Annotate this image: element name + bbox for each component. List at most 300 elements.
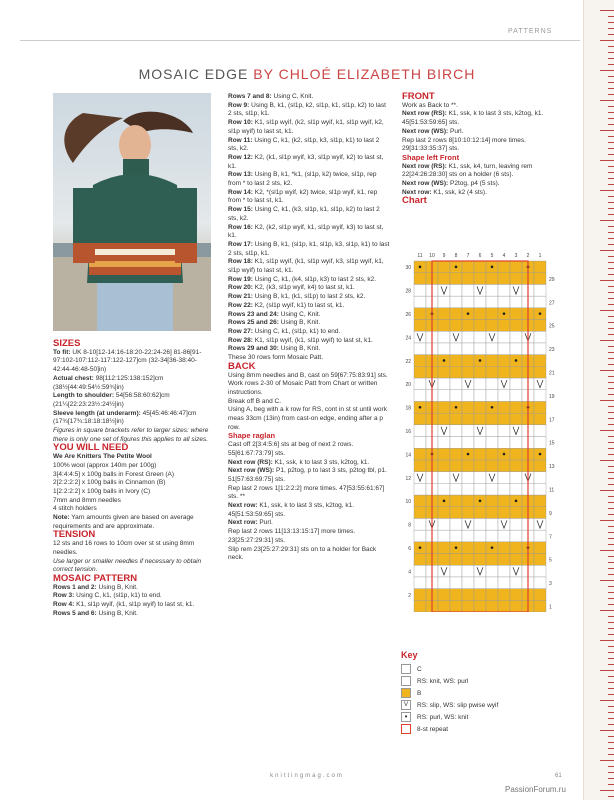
chart-purl-dot [443,359,446,362]
paragraph-lead: Row 9: [228,101,250,109]
chart-cell [438,390,450,402]
chart-cell [474,413,486,425]
paragraph [228,224,390,241]
chart-cell [414,366,426,378]
chart-cell [498,589,510,601]
ruler-tick [608,484,614,485]
chart-purl-dot [491,406,494,409]
paragraph-text: K1, ssk, k to last 3 sts, k2tog, k1. 45[51:53:59:65] sts. [402,110,544,127]
chart-cell [474,343,486,355]
paragraph-lead: Next row (WS): [402,180,449,188]
ruler-tick [600,10,614,11]
chart-cell [486,448,498,460]
chart-cell [462,343,474,355]
chart-cell [486,577,498,589]
ruler-tick [608,574,614,575]
ruler-tick [608,406,614,407]
chart-row-number: 28 [405,288,411,295]
ruler-tick [600,520,614,521]
ruler-tick [608,544,614,545]
ruler-tick [608,136,614,137]
key-swatch [401,724,411,734]
section-header: PATTERNS [508,28,553,35]
chart-cell [534,472,546,484]
chart-cell [414,413,426,425]
paragraph [228,241,390,258]
ruler-tick [608,208,614,209]
chart-cell [510,331,522,343]
ruler-tick [608,382,614,383]
paragraph-lead: Row 22: [228,301,253,309]
paragraph-text: Using C, k1, (k2, sl1p, k3, sl1p, k1) to last 2 sts, k2. [228,136,380,153]
chart-cell [462,542,474,554]
paragraph-text: K2, (k2, sl1p wyif, k1, sl1p wyif, k3) to last st, k1. [228,223,384,240]
paragraph-lead: Row 21: [228,293,253,301]
chart-purl-dot [455,546,458,549]
chart-cell [450,437,462,449]
chart-cell [438,413,450,425]
paragraph-text: Purl. [448,127,464,135]
chart-cell [486,390,498,402]
ruler-tick [608,556,614,557]
ruler-tick [608,298,614,299]
paragraph-text: Using B, Knit. [278,319,321,327]
paragraph [228,154,390,171]
title-main: MOSAIC EDGE [138,66,249,82]
paragraph-text: Purl. [257,519,273,527]
chart-cell [534,437,546,449]
chart-row-number: 16 [405,428,411,435]
paragraph-text: 2[2:2:2:2] x 100g balls in Cinnamon (B) [53,479,166,487]
ruler-tick [600,760,614,761]
ruler-tick [600,370,614,371]
ruler-tick [608,688,614,689]
ruler-tick [608,334,614,335]
chart-cell [438,600,450,612]
chart-cell [414,518,426,530]
ruler-tick [600,100,614,101]
chart-row-number: 24 [405,335,411,342]
chart-cell [498,600,510,612]
ruler-tick [608,376,614,377]
chart-cell [486,284,498,296]
paragraph [228,311,390,320]
chart-cell [462,600,474,612]
paragraph [228,406,390,432]
ruler-tick [608,124,614,125]
chart-cell [486,366,498,378]
chart-cell [486,554,498,566]
ruler-tick [608,238,614,239]
chart-cell [462,413,474,425]
paragraph-lead: Rows 1 and 2: [53,583,97,591]
chart-cell [414,437,426,449]
paragraph [402,163,552,180]
chart-cell [414,530,426,542]
chart-cell [414,320,426,332]
ruler-tick [608,598,614,599]
ruler-tick [608,292,614,293]
chart-purl-dot [515,500,518,503]
header-divider [20,40,580,41]
ruler-tick [608,514,614,515]
chart-cell [534,542,546,554]
chart-cell [498,284,510,296]
paragraph [402,180,552,189]
ruler-tick [608,22,614,23]
ruler-tick [608,316,614,317]
paragraph-text: Rep last 2 rows 1[1:2:2:2] more times. 47[53:55:61:67] sts. ** [228,484,385,501]
chart-row-number: 14 [405,452,411,459]
paragraph-text: Using C, Knit. [278,310,321,318]
chart-cell [498,401,510,413]
chart-cell [510,308,522,320]
paragraph-lead: Row 20: [228,284,253,292]
chart-cell [474,554,486,566]
chart-cell [414,448,426,460]
chart-cell [534,390,546,402]
paragraph-text: UK 8-10[12-14:16-18:20-22:24-26] 81-86[91-97:102-107:112-117:122-127]cm (32-34[36-38:40-42:44-46:48-50]in) [53,348,202,374]
paragraph-text: 7mm and 8mm needles [53,496,121,504]
paragraph [228,467,390,484]
chart-cell [474,378,486,390]
paragraph [53,610,213,619]
ruler-tick [608,454,614,455]
chart-cell [474,600,486,612]
key-label: C [417,665,422,673]
chart-cell [498,390,510,402]
section-heading: SIZES [53,338,81,349]
chart-cell [510,437,522,449]
chart-cell [510,448,522,460]
chart-cell [414,483,426,495]
chart-cell [462,296,474,308]
ruler-tick [608,94,614,95]
ruler-tick [600,160,614,161]
ruler-tick [600,310,614,311]
ruler-tick [608,724,614,725]
chart-cell [498,355,510,367]
ruler-tick [608,562,614,563]
chart-row-number: 3 [549,581,552,588]
chart-cell [438,483,450,495]
chart-cell [474,460,486,472]
ruler-tick [600,730,614,731]
chart-cell [438,589,450,601]
paragraph-text: Using B, Knit. [96,609,138,617]
paragraph-text: K1, sl1p wyif, (k1, sl1p wyif) to last st, k1. [74,601,195,609]
chart-cell [474,507,486,519]
page-number: 61 [555,773,562,779]
ruler-tick [608,142,614,143]
chart-cell [498,565,510,577]
paragraph-lead: Row 16: [228,223,253,231]
ruler-tick [608,502,614,503]
paragraph [228,258,390,275]
chart-purl-dot [491,546,494,549]
chart-cell [534,355,546,367]
chart-col-number: 5 [490,253,494,259]
paragraph [228,93,390,102]
ruler-tick [608,58,614,59]
ruler-tick [608,532,614,533]
chart-row-number: 4 [408,569,411,576]
chart-cell [438,261,450,273]
key-label: B [417,689,422,697]
ruler-tick [600,550,614,551]
ruler-tick [608,256,614,257]
ruler-tick [600,280,614,281]
chart-purl-dot [503,453,506,456]
chart-cell [510,401,522,413]
chart-cell [486,518,498,530]
ruler-tick [608,496,614,497]
ruler-tick [608,214,614,215]
photo-illustration [53,93,211,331]
chart-cell [414,554,426,566]
chart-cell [486,437,498,449]
ruler-tick [600,400,614,401]
chart-cell [462,366,474,378]
chart-cell [534,495,546,507]
paragraph-text: 4 stitch holders [53,505,97,513]
mosaic-chart [400,247,560,617]
chart-cell [510,378,522,390]
chart-row-number: 27 [549,300,555,307]
ruler-tick [600,490,614,491]
key-item [401,663,498,675]
paragraph-text: K2, (k1, sl1p wyif, k3, sl1p wyif, k2) to last st, k1. [228,153,384,170]
chart-cell [498,425,510,437]
paragraph-text: Slip rem 23[25:27:29:31] sts on to a holder for Back neck. [228,545,377,562]
ruler-tick [600,130,614,131]
ruler-tick [608,616,614,617]
chart-cell [450,366,462,378]
key-swatch [401,664,411,674]
chart-row-number: 1 [549,604,552,611]
column-front [402,93,552,206]
ruler-tick [608,508,614,509]
paragraph-lead: Next row (WS): [228,467,275,475]
paragraph [228,102,390,119]
chart-cell [534,460,546,472]
chart-row-number: 20 [405,382,411,389]
chart-cell [486,600,498,612]
chart-row-number: 5 [549,557,552,564]
chart-row-number: 26 [405,311,411,318]
ruler-tick [608,676,614,677]
ruler-tick [608,592,614,593]
paragraph [228,284,390,293]
paragraph [228,293,390,302]
paragraph-lead: Row 12: [228,153,253,161]
paragraph [228,502,390,519]
chart-cell [462,472,474,484]
chart-cell [498,472,510,484]
chart-cell [474,448,486,460]
chart-cell [462,437,474,449]
chart-purl-dot [455,406,458,409]
ruler-tick [608,388,614,389]
chart-cell [438,542,450,554]
paragraph: Use larger or smaller needles if necessary to obtain correct tension. [53,557,202,574]
chart-cell [534,343,546,355]
chart-cell [450,378,462,390]
paragraph-lead: Next row: [228,502,258,510]
chart-cell [414,460,426,472]
paragraph [53,540,213,557]
ruler-tick [608,418,614,419]
paragraph-text: K2, (k3, sl1p wyif, k4) to last st, k1. [252,284,355,292]
ruler-tick [608,394,614,395]
key-swatch [401,676,411,686]
chart-cell [510,589,522,601]
chart-cell [498,507,510,519]
chart-cell [414,296,426,308]
ruler-tick [608,628,614,629]
chart-purl-dot [491,266,494,269]
section-heading: Shape left Front [402,152,460,162]
chart-col-number: 3 [514,253,518,259]
chart-cell [498,413,510,425]
ruler-tick [608,718,614,719]
paragraph-lead: Row 11: [228,136,253,144]
chart-cell [414,425,426,437]
ruler-tick [608,754,614,755]
ruler-tick [608,412,614,413]
chart-cell [462,261,474,273]
chart-cell [534,401,546,413]
chart-col-number: 1 [538,253,542,259]
ruler-tick [608,436,614,437]
ruler-tick [600,430,614,431]
paragraph-lead: Note: [53,514,70,522]
ruler-tick [600,580,614,581]
ruler-tick [608,178,614,179]
paragraph [53,349,213,375]
chart-cell [534,261,546,273]
chart-cell [474,483,486,495]
ruler-tick [608,634,614,635]
ruler-tick [608,538,614,539]
chart-cell [498,331,510,343]
ruler-tick [608,586,614,587]
chart-cell [438,378,450,390]
chart-cell [534,483,546,495]
chart-row-number: 8 [408,522,411,529]
chart-cell [486,425,498,437]
paragraph [53,479,213,488]
ruler-tick [608,784,614,785]
paragraph-lead: Row 19: [228,275,253,283]
chart-cell [498,542,510,554]
paragraph-text: Work rows 2-30 of Mosaic Patt from Chart or written instructions. [228,380,378,396]
chart-cell [498,273,510,285]
chart-cell [462,331,474,343]
ruler-tick [608,154,614,155]
ruler-tick [608,16,614,17]
chart-col-number: 2 [526,253,530,259]
chart-cell [510,600,522,612]
ruler-tick [608,748,614,749]
ruler-tick [608,424,614,425]
chart-cell [498,495,510,507]
chart-cell [450,495,462,507]
chart-purl-dot [455,266,458,269]
ruler-tick [608,28,614,29]
chart-row-number: 11 [549,487,555,494]
chart-cell [474,401,486,413]
chart-cell [462,589,474,601]
ruler-tick [608,196,614,197]
paragraph-text: K2, *(sl1p wyif, k2) twice, sl1p wyif, k1, rep from * to last st, k1. [228,188,378,205]
paragraph [228,441,390,458]
chart-cell [510,273,522,285]
paragraph [228,319,390,328]
chart-cell [486,355,498,367]
chart-cell [510,343,522,355]
chart-cell [462,565,474,577]
paragraph-text: 100% wool (approx 140m per 100g) [53,461,157,469]
chart-cell [534,296,546,308]
chart-cell [486,507,498,519]
chart-cell [462,483,474,495]
chart-cell [438,554,450,566]
chart-cell [450,390,462,402]
paragraph-text: Rep last 2 rows 8[10:10:12:14] more times. 29[31:33:35:37] sts. [402,136,526,153]
paragraph-text: 1[2:2:2:2] x 100g balls in Ivory (C) [53,487,151,495]
chart-cell [438,320,450,332]
chart-cell [474,273,486,285]
paragraph-lead: Rows 25 and 26: [228,319,279,327]
ruler-tick [608,64,614,65]
ruler-tick [608,604,614,605]
ruler-tick [608,448,614,449]
chart-cell [450,273,462,285]
paragraph-text: Using A, beg with a k row for RS, cont in st st until work meas 33cm (13in) from cast-on edge, ending after a p row. [228,406,387,431]
chart-cell [510,518,522,530]
paragraph-lead: Rows 29 and 30: [228,345,279,353]
chart-cell [510,542,522,554]
key-label: RS: knit, WS: purl [417,677,469,685]
paragraph-text: K1, ssk, k to last 3 sts, k2tog, k1. [272,458,370,466]
chart-cell [474,320,486,332]
key-item [401,675,498,687]
chart-cell [498,437,510,449]
chart-cell [438,448,450,460]
paragraph [53,462,213,471]
ruler-tick [608,472,614,473]
paragraph-text: Rep last 2 rows 11[13:13:15:17] more times. 23[25:27:29:31] sts. [228,528,356,544]
paragraph-lead: Next row (RS): [402,162,447,170]
paragraph-text: 98[112:125:138:152]cm (38½[44:49:54½:59¾]in) [53,374,164,391]
paragraph [228,276,390,285]
paragraph [228,119,390,136]
chart-cell [438,308,450,320]
column-pattern-rows [228,93,390,563]
chart-col-number: 6 [478,253,482,259]
chart-cell [474,331,486,343]
paragraph [228,171,390,188]
paragraph [228,345,390,354]
paragraph-lead: Rows 23 and 24: [228,310,279,318]
chart-cell [510,296,522,308]
chart-cell [438,296,450,308]
chart-row-number: 30 [405,265,411,272]
ruler-tick [608,148,614,149]
key-swatch: V [401,700,411,710]
chart-cell [474,296,486,308]
